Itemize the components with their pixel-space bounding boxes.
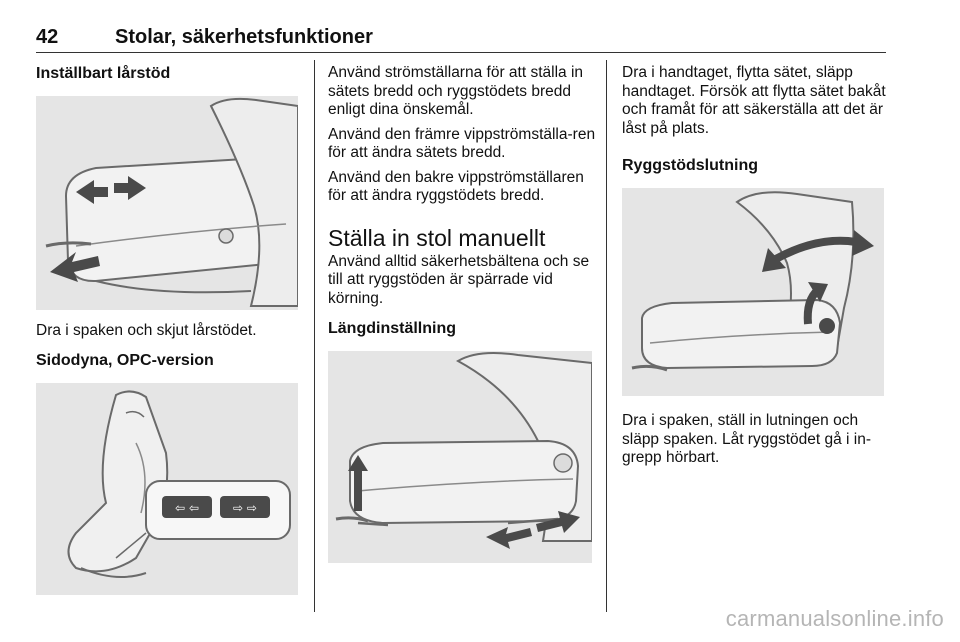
seat-length-illustration xyxy=(328,351,592,563)
column-divider-2 xyxy=(606,60,607,612)
svg-text:⇨ ⇨: ⇨ ⇨ xyxy=(233,500,257,515)
page-header xyxy=(36,26,886,52)
heading-length-adjust: Längdinställning xyxy=(328,320,456,337)
seat-opc-illustration xyxy=(36,383,298,595)
column-divider-1 xyxy=(314,60,315,612)
figure-thigh-support xyxy=(36,96,298,310)
heading-thigh-support: Inställbart lårstöd xyxy=(36,65,171,82)
heading-side-bolster: Sidodyna, OPC-version xyxy=(36,351,214,369)
column-3 xyxy=(622,64,894,468)
arrow-back-icon xyxy=(486,527,532,549)
heading-backrest-recline: Ryggstödslutning xyxy=(622,157,758,174)
caption-thigh-support: Dra i spaken och skjut lårstödet. xyxy=(36,322,257,339)
header-rule xyxy=(36,52,886,53)
heading-manual-adjust: Ställa in stol manuellt xyxy=(328,224,546,251)
paragraph-seatbelt-warning: Använd alltid säkerhetsbältena och se till att ryggstöden är spärrade vid körning. xyxy=(328,252,590,307)
paragraph-width-switches: Använd strömställarna för att ställa in sätets bredd och ryggstödets bredd enligt dina önskemål. xyxy=(328,64,584,118)
seat-recline-illustration xyxy=(622,188,884,396)
seat-thigh-illustration xyxy=(36,96,298,310)
figure-length-adjust xyxy=(328,351,592,563)
paragraph-front-switch: Använd den främre vippströmställa-ren för att ändra sätets bredd. xyxy=(328,125,596,161)
svg-text:⇦ ⇦: ⇦ ⇦ xyxy=(175,500,199,515)
column-2 xyxy=(328,64,600,563)
paragraph-rear-switch: Använd den bakre vippströmställaren för att ändra ryggstödets bredd. xyxy=(328,168,584,204)
chapter-title: Stolar, säkerhetsfunktioner xyxy=(115,26,373,48)
figure-side-bolster xyxy=(36,383,298,595)
figure-backrest-recline xyxy=(622,188,884,396)
page-number: 42 xyxy=(36,26,59,48)
caption-backrest-recline: Dra i spaken, ställ in lutningen och släpp spaken. Låt ryggstödet gå i in-grepp hörbart. xyxy=(622,412,872,466)
watermark: carmanualsonline.info xyxy=(725,606,944,631)
column-1 xyxy=(36,64,308,595)
paragraph-length-instructions: Dra i handtaget, flytta sätet, släpp handtaget. Försök att flytta sätet bakåt och framåt för att säkerställa att det är låst på plats. xyxy=(622,64,886,137)
